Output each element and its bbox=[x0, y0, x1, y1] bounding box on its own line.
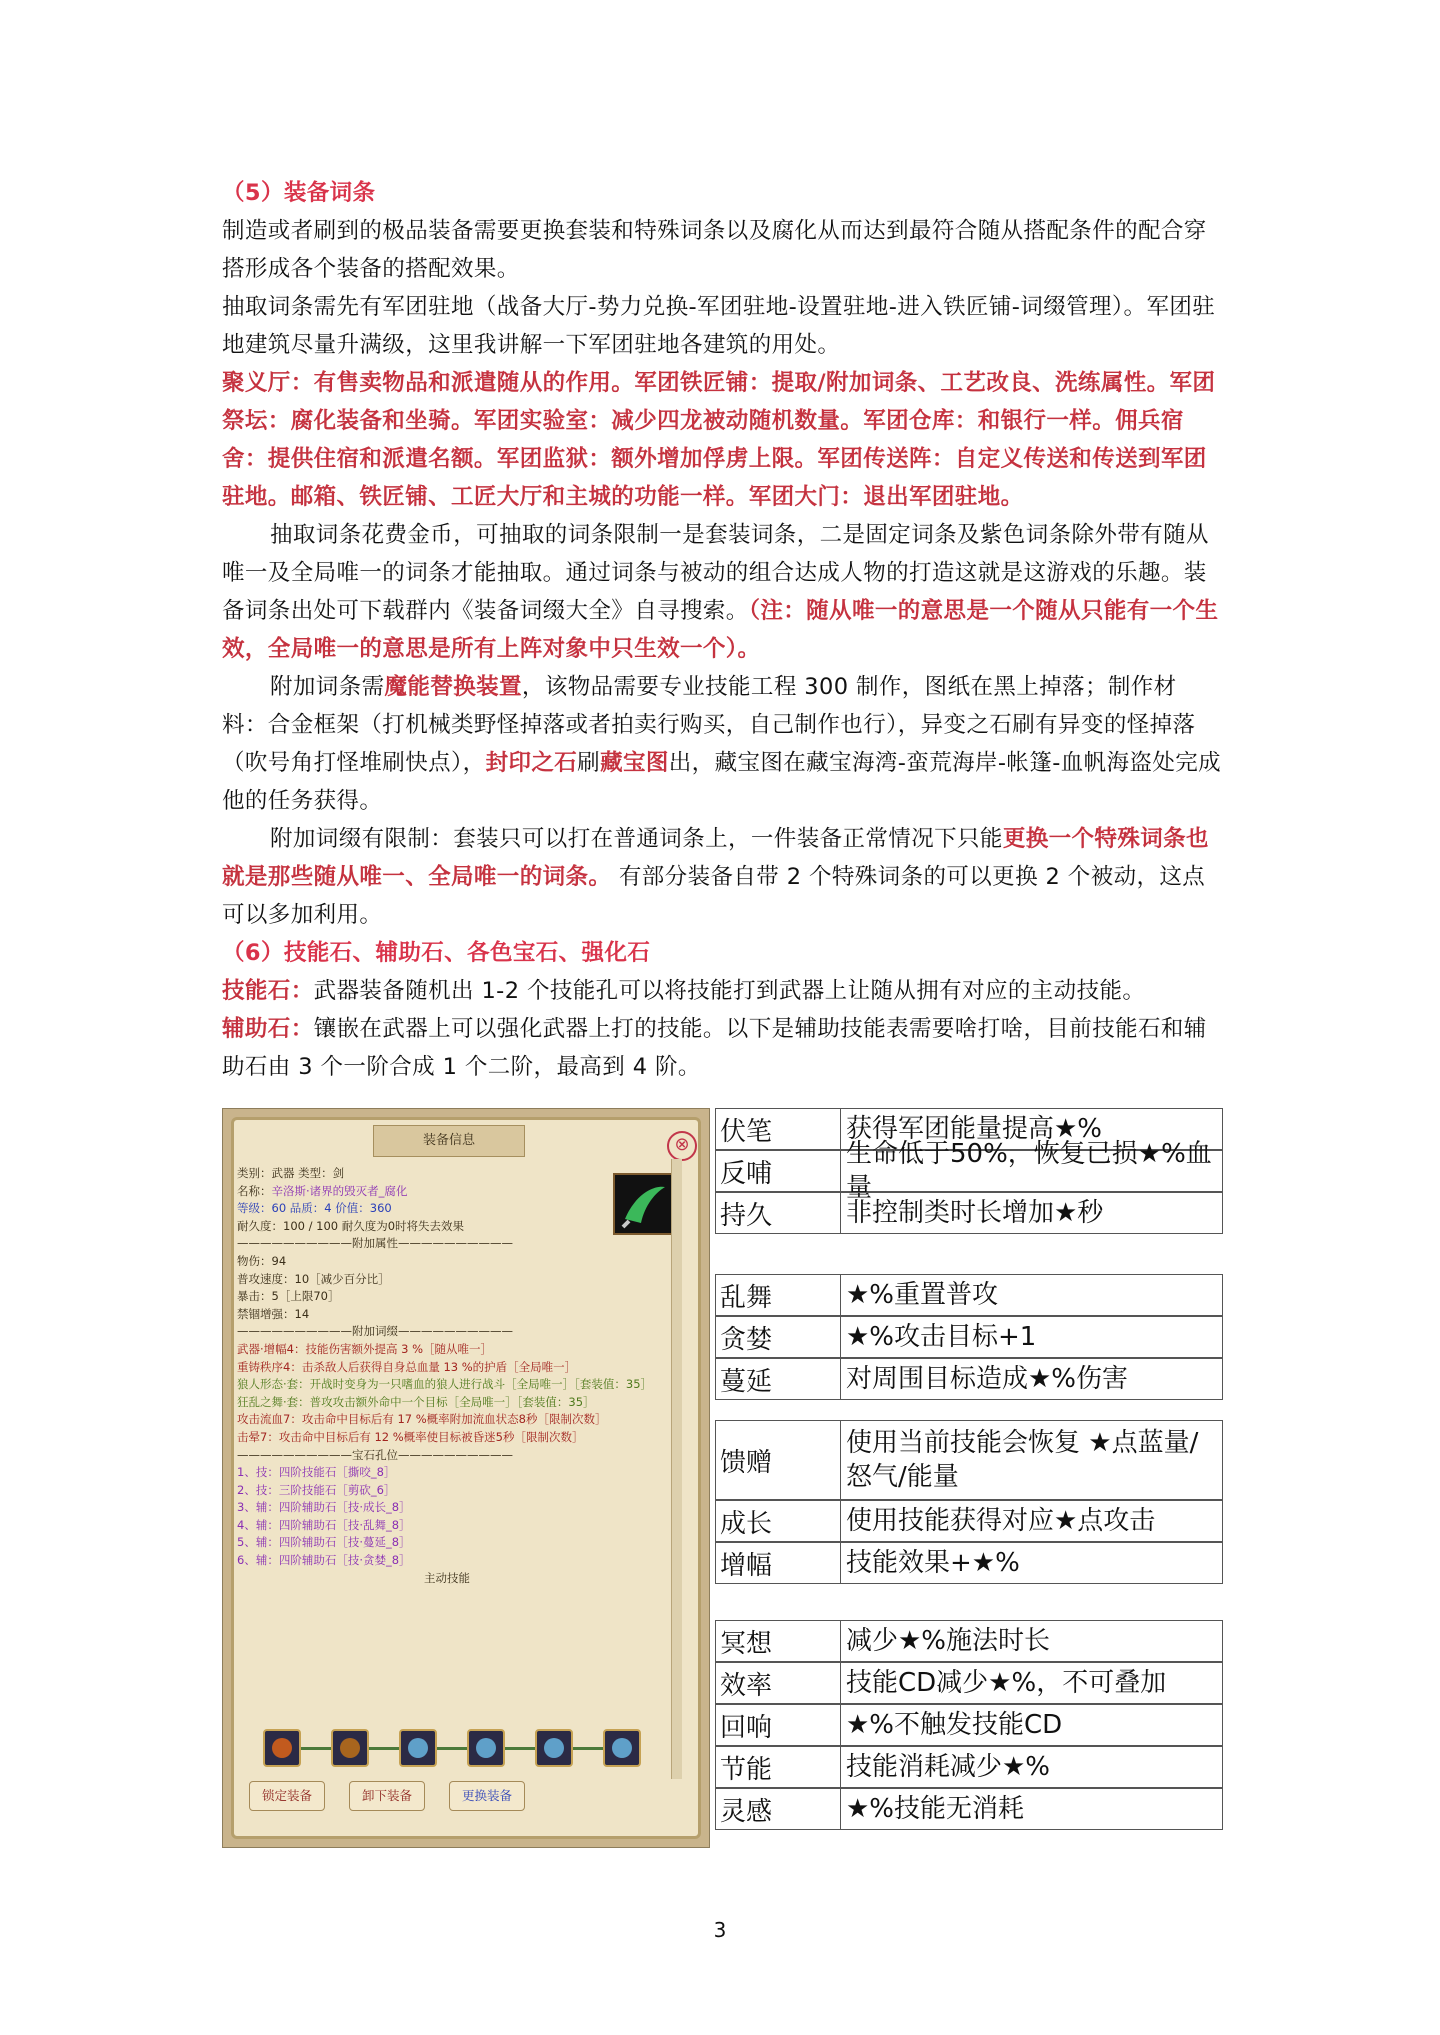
gem-skill-icon bbox=[272, 1738, 292, 1758]
active-skill-header: 主动技能 bbox=[424, 1570, 470, 1585]
section6-assist-stone bbox=[222, 1010, 1222, 1086]
section6-heading: （6）技能石、辅助石、各色宝石、强化石 bbox=[222, 940, 651, 966]
item-level: 等级：60 品质：4 价值：360 bbox=[237, 1201, 392, 1216]
p6-b: 更换一个特殊词条也就是那些随从唯一、全局唯一的词条。 bbox=[222, 826, 1209, 890]
row-value: ★%攻击目标+1 bbox=[846, 1322, 1037, 1352]
row-value: ★%不触发技能CD bbox=[846, 1710, 1063, 1740]
skill-stone-text: 武器装备随机出 1-2 个技能孔可以将技能打到武器上让随从拥有对应的主动技能。 bbox=[313, 978, 1146, 1004]
p5-c: ，该物品需要专业技能工程 300 制作，图纸在黑上掉落；制作材料：合金框架（打机械类野怪掉落或者拍卖行购买，自己制作也行），异变之石刷有异变的怪掉落（吹号角打怪堆刷快点）， bbox=[222, 674, 1196, 776]
row-key: 蔓延 bbox=[716, 1359, 841, 1399]
stat-atkspeed: 普攻速度：10［减少百分比］ bbox=[237, 1271, 390, 1286]
lock-equipment-button[interactable]: 锁定装备 bbox=[249, 1781, 325, 1811]
p5-d: 封印之石 bbox=[485, 750, 578, 776]
socket-link bbox=[369, 1747, 399, 1750]
socket-link bbox=[505, 1747, 535, 1750]
socket-1[interactable] bbox=[263, 1729, 301, 1767]
section5-paragraph-5 bbox=[222, 668, 1222, 820]
socket-2[interactable] bbox=[331, 1729, 369, 1767]
table-row bbox=[715, 1192, 1223, 1234]
p4-normal: 抽取词条花费金币，可抽取的词条限制一是套装词条，二是固定词条及紫色词条除外带有随从唯一及全局唯一的词条才能抽取。通过词条与被动的组合达成人物的打造这就是这游戏的乐趣。装备词条出处可下载群内《装备词缀大全》自寻搜索。 bbox=[222, 522, 1209, 624]
p6-c: 有部分装备自带 2 个特殊词条的可以更换 2 个被动，这点可以多加利用。 bbox=[222, 864, 1206, 928]
section5-paragraph-4 bbox=[222, 516, 1222, 668]
row-value: 获得军团能量提高★% bbox=[846, 1114, 1103, 1144]
p5-a: 附加词条需 bbox=[270, 674, 385, 700]
affix-1: 武器·增幅4：技能伤害额外提高 3 %［随从唯一］ bbox=[237, 1341, 493, 1356]
affix-6: 击晕7：攻击命中目标后有 12 %概率使目标被昏迷5秒［限制次数］ bbox=[237, 1429, 584, 1444]
gem-header: ——————————宝石孔位—————————— bbox=[237, 1447, 513, 1462]
stat-bind: 禁锢增强：14 bbox=[237, 1306, 310, 1321]
gem-assist-icon bbox=[612, 1738, 632, 1758]
unequip-button[interactable]: 卸下装备 bbox=[349, 1781, 425, 1811]
table-row bbox=[715, 1316, 1223, 1358]
row-key: 伏笔 bbox=[716, 1109, 841, 1149]
p4-note: （注：随从唯一的意思是一个随从只能有一个生效，全局唯一的意思是所有上阵对象中只生效一个）。 bbox=[222, 598, 1219, 662]
gem-skill-icon bbox=[340, 1738, 360, 1758]
p6-a: 附加词缀有限制：套装只可以打在普通词条上，一件装备正常情况下只能 bbox=[270, 826, 1003, 852]
row-key: 乱舞 bbox=[716, 1275, 841, 1315]
assist-stone-text: 镶嵌在武器上可以强化武器上打的技能。以下是辅助技能表需要啥打啥，目前技能石和辅助石由 3 个一阶合成 1 个二阶，最高到 4 阶。 bbox=[222, 1016, 1207, 1080]
socket-row bbox=[263, 1729, 663, 1769]
row-key: 持久 bbox=[716, 1193, 841, 1233]
attr-header: ——————————附加属性—————————— bbox=[237, 1236, 513, 1251]
affix-2: 重铸秩序4：击杀敌人后获得自身总血量 13 %的护盾［全局唯一］ bbox=[237, 1359, 577, 1374]
row-value: 使用技能获得对应★点攻击 bbox=[846, 1506, 1156, 1536]
item-type: 类别：武器 类型：剑 bbox=[237, 1166, 345, 1180]
gem-4: 4、辅：四阶辅助石［技·乱舞_8］ bbox=[237, 1517, 411, 1532]
row-value: 生命低于50%，恢复已损★%血量 bbox=[846, 1139, 1212, 1203]
item-name bbox=[237, 1183, 657, 1201]
table-row bbox=[715, 1274, 1223, 1316]
row-value: ★%技能无消耗 bbox=[846, 1794, 1025, 1824]
row-value: 使用当前技能会恢复 ★点蓝量/怒气/能量 bbox=[846, 1428, 1199, 1492]
row-value: 技能CD减少★%，不可叠加 bbox=[846, 1668, 1167, 1698]
gem-5: 5、辅：四阶辅助石［技·蔓延_8］ bbox=[237, 1535, 411, 1550]
row-value: 技能效果+★% bbox=[846, 1548, 1020, 1578]
row-key: 回响 bbox=[716, 1705, 841, 1745]
table-row bbox=[715, 1139, 1223, 1203]
section5-paragraph-2: 抽取词条需先有军团驻地（战备大厅-势力兑换-军团驻地-设置驻地-进入铁匠铺-词缀管理）。军团驻地建筑尽量升满级，这里我讲解一下军团驻地各建筑的用处。 bbox=[222, 294, 1216, 358]
affix-5: 攻击流血7：攻击命中目标后有 17 %概率附加流血状态8秒［限制次数］ bbox=[237, 1412, 607, 1427]
table-row bbox=[715, 1500, 1223, 1542]
table-row bbox=[715, 1662, 1223, 1704]
socket-3[interactable] bbox=[399, 1729, 437, 1767]
page-number: 3 bbox=[713, 1918, 727, 1942]
gem-6: 6、辅：四阶辅助石［技·贪婪_8］ bbox=[237, 1553, 411, 1568]
replace-equipment-button[interactable]: 更换装备 bbox=[449, 1781, 525, 1811]
row-key: 成长 bbox=[716, 1501, 841, 1541]
row-key: 效率 bbox=[716, 1663, 841, 1703]
affix-3: 狼人形态·套：开战时变身为一只嗜血的狼人进行战斗［全局唯一］［套装值：35］ bbox=[237, 1377, 653, 1392]
section5-paragraph-1: 制造或者刷到的极品装备需要更换套装和特殊词条以及腐化从而达到最符合随从搭配条件的配合穿搭形成各个装备的搭配效果。 bbox=[222, 218, 1207, 282]
socket-6[interactable] bbox=[603, 1729, 641, 1767]
row-value: 非控制类时长增加★秒 bbox=[846, 1198, 1104, 1228]
equipment-info-screenshot bbox=[222, 1108, 710, 1848]
socket-5[interactable] bbox=[535, 1729, 573, 1767]
gem-assist-icon bbox=[476, 1738, 496, 1758]
gem-assist-icon bbox=[544, 1738, 564, 1758]
p5-g: 出，藏宝图在藏宝海湾-蛮荒海岸-帐篷-血帆海盗处完成他的任务获得。 bbox=[222, 750, 1222, 814]
socket-4[interactable] bbox=[467, 1729, 505, 1767]
row-key: 节能 bbox=[716, 1747, 841, 1787]
section5-paragraph-6 bbox=[222, 820, 1222, 934]
row-value: ★%重置普攻 bbox=[846, 1280, 999, 1310]
affix-4: 狂乱之舞·套：普攻攻击额外命中一个目标［全局唯一］［套装值：35］ bbox=[237, 1394, 595, 1409]
row-value: 减少★%施法时长 bbox=[846, 1626, 1051, 1656]
row-key: 冥想 bbox=[716, 1621, 841, 1661]
socket-link bbox=[437, 1747, 467, 1750]
section6-skill-stone bbox=[222, 972, 1222, 1010]
table-row bbox=[715, 1420, 1223, 1500]
row-value: 对周围目标造成★%伤害 bbox=[846, 1364, 1129, 1394]
row-key: 灵感 bbox=[716, 1789, 841, 1829]
p5-e: 刷 bbox=[577, 750, 601, 776]
stat-phys: 物伤：94 bbox=[237, 1253, 287, 1268]
skill-stone-label: 技能石： bbox=[222, 978, 314, 1004]
row-key: 反哺 bbox=[716, 1151, 841, 1191]
item-durability: 耐久度：100 / 100 耐久度为0时将失去效果 bbox=[237, 1218, 465, 1233]
row-key: 贪婪 bbox=[716, 1317, 841, 1357]
table-row bbox=[715, 1788, 1223, 1830]
item-name-value: 辛洛斯·诸界的毁灭者_腐化 bbox=[271, 1183, 408, 1198]
stat-crit: 暴击：5［上限70］ bbox=[237, 1289, 340, 1304]
table-row bbox=[715, 1358, 1223, 1400]
section5-building-list: 聚义厅：有售卖物品和派遣随从的作用。军团铁匠铺：提取/附加词条、工艺改良、洗练属性。军团祭坛：腐化装备和坐骑。军团实验室：减少四龙被动随机数量。军团仓库：和银行一样。佣兵宿舍：提供住宿和派遣名额。军团监狱：额外增加俘虏上限。军团传送阵：自定义传送和传送到军团驻地。邮箱、铁匠铺、工匠大厅和主城的功能一样。军团大门：退出军团驻地。 bbox=[222, 370, 1216, 510]
gem-2: 2、技：三阶技能石［剪砍_6］ bbox=[237, 1482, 396, 1497]
p5-b: 魔能替换装置 bbox=[384, 674, 522, 700]
close-icon[interactable]: ⊗ bbox=[667, 1131, 697, 1161]
table-row bbox=[715, 1620, 1223, 1662]
table-row bbox=[715, 1542, 1223, 1584]
gem-assist-icon bbox=[408, 1738, 428, 1758]
row-key: 馈赠 bbox=[716, 1421, 841, 1499]
row-key: 增幅 bbox=[716, 1543, 841, 1583]
assist-stone-label: 辅助石： bbox=[222, 1016, 314, 1042]
item-name-label: 名称： bbox=[237, 1183, 272, 1198]
row-value: 技能消耗减少★% bbox=[846, 1752, 1051, 1782]
equipment-stats bbox=[237, 1165, 657, 1685]
panel-scrollbar[interactable] bbox=[671, 1159, 682, 1779]
equipment-panel-title: 装备信息 bbox=[373, 1125, 525, 1157]
section5-heading: （5）装备词条 bbox=[222, 180, 376, 206]
socket-link bbox=[301, 1747, 331, 1750]
table-row bbox=[715, 1746, 1223, 1788]
p5-f: 藏宝图 bbox=[600, 750, 669, 776]
socket-link bbox=[573, 1747, 603, 1750]
affix-header: ——————————附加词缀—————————— bbox=[237, 1324, 513, 1339]
table-row bbox=[715, 1704, 1223, 1746]
gem-3: 3、辅：四阶辅助石［技·成长_8］ bbox=[237, 1500, 411, 1515]
gem-1: 1、技：四阶技能石［撕咬_8］ bbox=[237, 1465, 396, 1480]
